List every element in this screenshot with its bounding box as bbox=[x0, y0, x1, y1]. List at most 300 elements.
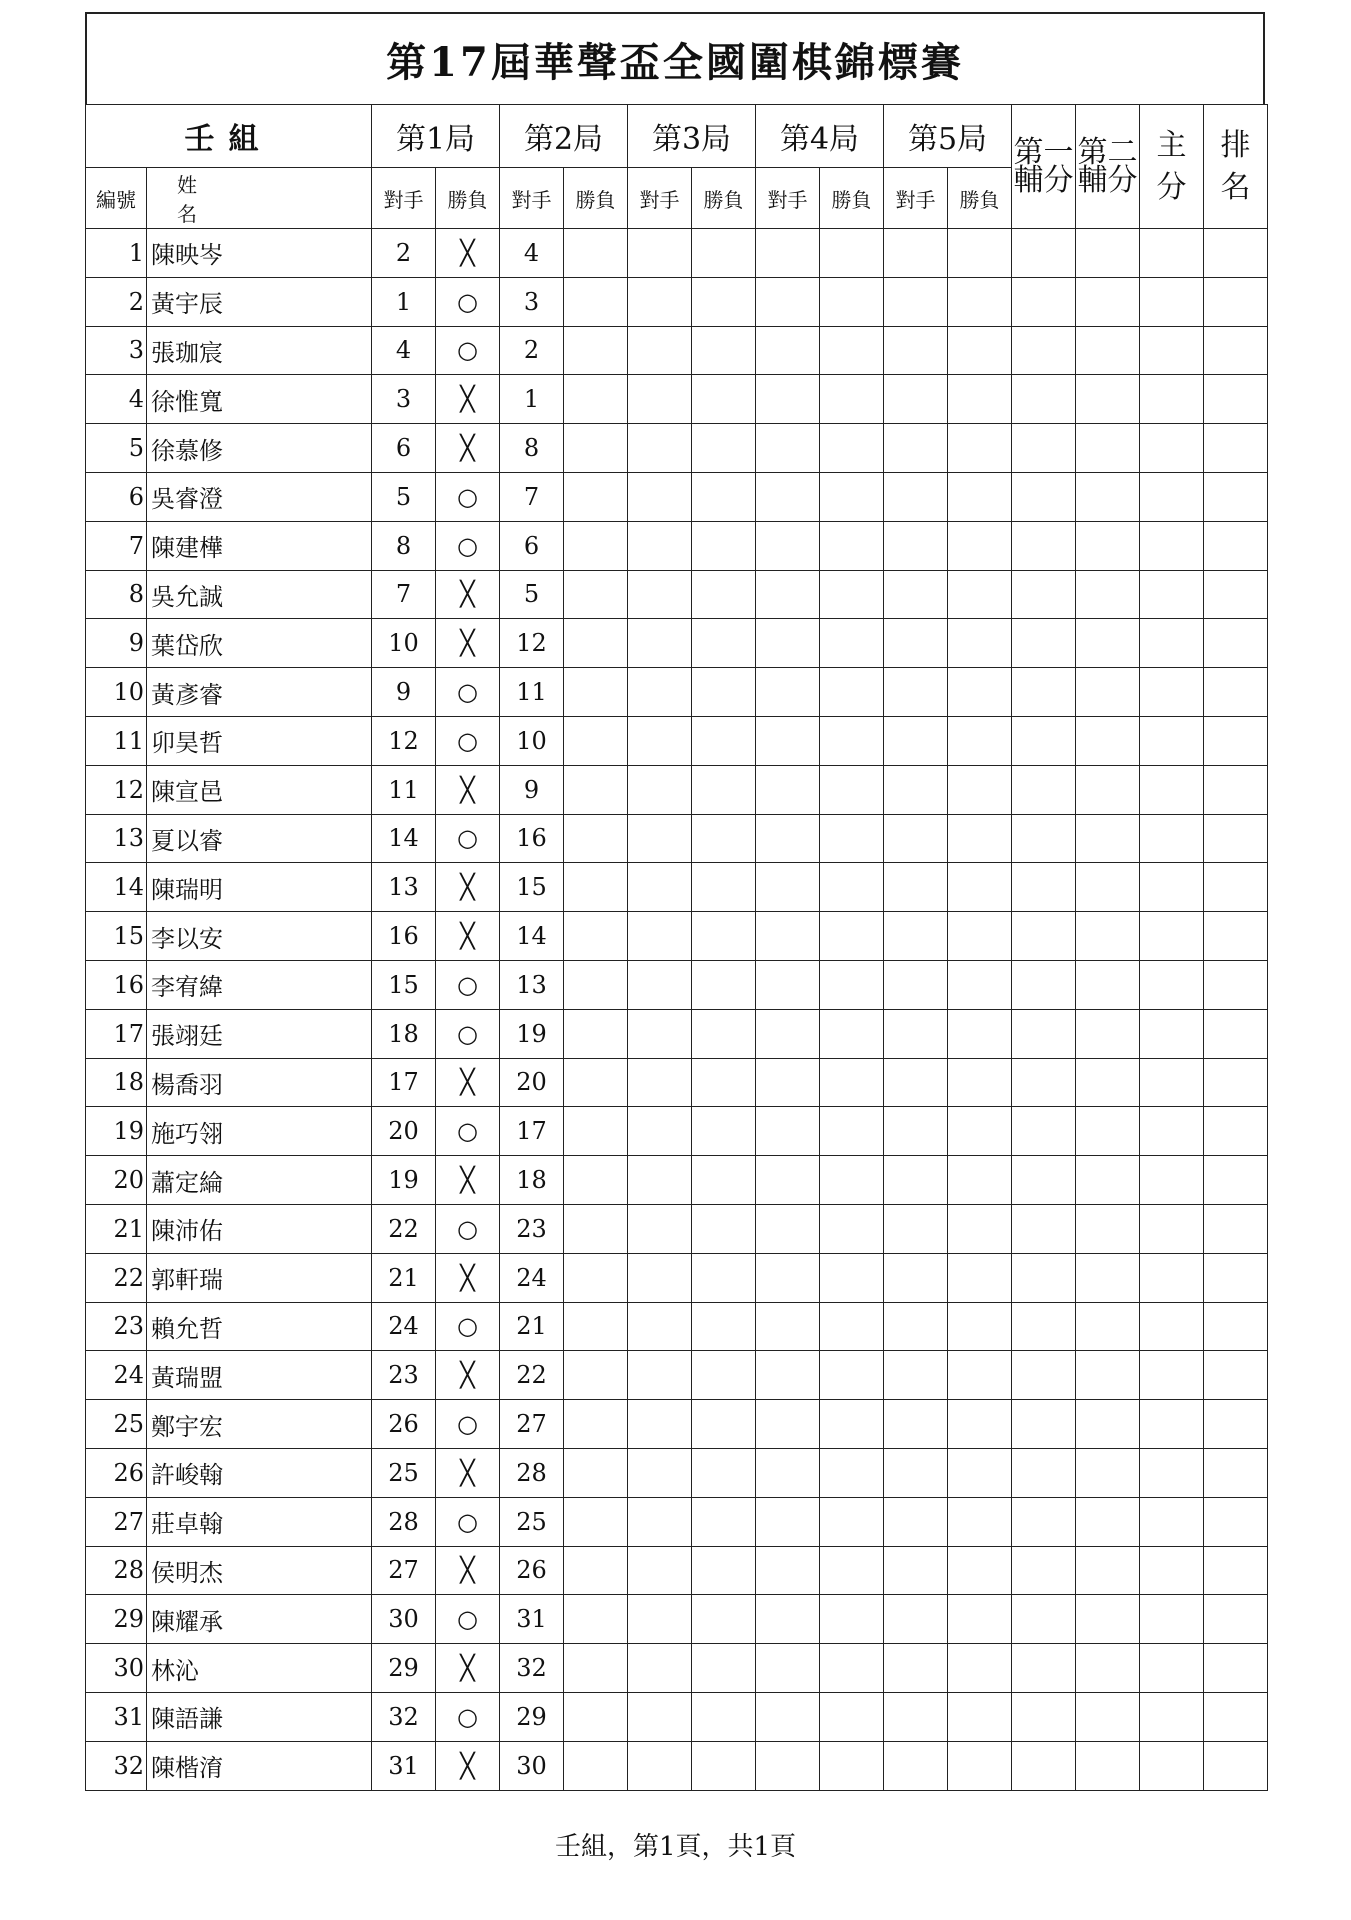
round-1-header: 第1局 bbox=[372, 105, 500, 168]
empty-cell bbox=[692, 1692, 756, 1741]
empty-cell bbox=[948, 521, 1012, 570]
empty-cell bbox=[948, 1302, 1012, 1351]
empty-cell bbox=[1204, 1009, 1268, 1058]
empty-cell bbox=[820, 1351, 884, 1400]
empty-cell bbox=[628, 1058, 692, 1107]
empty-cell bbox=[884, 1204, 948, 1253]
opponent-header: 對手 bbox=[628, 168, 692, 229]
table-row bbox=[86, 668, 1268, 717]
empty-cell bbox=[820, 814, 884, 863]
empty-cell bbox=[948, 1497, 1012, 1546]
empty-cell bbox=[1140, 960, 1204, 1009]
empty-cell bbox=[1204, 912, 1268, 961]
table-row bbox=[86, 1400, 1268, 1449]
player-number: 14 bbox=[86, 863, 147, 912]
table-row bbox=[86, 1058, 1268, 1107]
round-1-opponent: 27 bbox=[372, 1546, 436, 1595]
round-1-result: ╳ bbox=[436, 229, 500, 278]
empty-cell bbox=[820, 1448, 884, 1497]
empty-cell bbox=[1076, 1009, 1140, 1058]
empty-cell bbox=[948, 1692, 1012, 1741]
round-1-result: ╳ bbox=[436, 912, 500, 961]
empty-cell bbox=[1012, 521, 1076, 570]
empty-cell bbox=[1076, 1741, 1140, 1790]
empty-cell bbox=[1076, 277, 1140, 326]
empty-cell bbox=[1076, 1302, 1140, 1351]
round-2-opponent: 28 bbox=[500, 1448, 564, 1497]
round-1-result: ○ bbox=[436, 472, 500, 521]
round-1-result: ╳ bbox=[436, 1546, 500, 1595]
empty-cell bbox=[884, 912, 948, 961]
empty-cell bbox=[692, 765, 756, 814]
empty-cell bbox=[756, 619, 820, 668]
round-1-opponent: 10 bbox=[372, 619, 436, 668]
player-name: 徐慕修 bbox=[147, 424, 372, 473]
player-name: 許峻翰 bbox=[147, 1448, 372, 1497]
player-name: 陳映岑 bbox=[147, 229, 372, 278]
player-number: 6 bbox=[86, 472, 147, 521]
empty-cell bbox=[564, 668, 628, 717]
round-1-result: ╳ bbox=[436, 863, 500, 912]
empty-cell bbox=[628, 424, 692, 473]
empty-cell bbox=[756, 1400, 820, 1449]
empty-cell bbox=[1204, 1156, 1268, 1205]
round-1-result: ○ bbox=[436, 1497, 500, 1546]
empty-cell bbox=[1204, 814, 1268, 863]
empty-cell bbox=[756, 1692, 820, 1741]
empty-cell bbox=[820, 960, 884, 1009]
empty-cell bbox=[692, 1253, 756, 1302]
player-name: 陳語謙 bbox=[147, 1692, 372, 1741]
player-number: 28 bbox=[86, 1546, 147, 1595]
empty-cell bbox=[1012, 424, 1076, 473]
round-2-opponent: 3 bbox=[500, 277, 564, 326]
round-2-opponent: 13 bbox=[500, 960, 564, 1009]
empty-cell bbox=[1076, 326, 1140, 375]
empty-cell bbox=[884, 1156, 948, 1205]
round-4-header: 第4局 bbox=[756, 105, 884, 168]
round-1-result: ╳ bbox=[436, 1644, 500, 1693]
empty-cell bbox=[628, 1253, 692, 1302]
empty-cell bbox=[564, 814, 628, 863]
round-1-opponent: 17 bbox=[372, 1058, 436, 1107]
empty-cell bbox=[1204, 326, 1268, 375]
player-number: 20 bbox=[86, 1156, 147, 1205]
empty-cell bbox=[948, 814, 1012, 863]
empty-cell bbox=[756, 1644, 820, 1693]
empty-cell bbox=[628, 570, 692, 619]
empty-cell bbox=[1076, 1595, 1140, 1644]
empty-cell bbox=[1012, 765, 1076, 814]
round-1-opponent: 7 bbox=[372, 570, 436, 619]
empty-cell bbox=[628, 716, 692, 765]
empty-cell bbox=[1076, 960, 1140, 1009]
player-number: 11 bbox=[86, 716, 147, 765]
player-name: 陳耀承 bbox=[147, 1595, 372, 1644]
empty-cell bbox=[564, 326, 628, 375]
player-name: 莊卓翰 bbox=[147, 1497, 372, 1546]
table-row bbox=[86, 375, 1268, 424]
empty-cell bbox=[948, 570, 1012, 619]
table-row bbox=[86, 1253, 1268, 1302]
empty-cell bbox=[692, 1107, 756, 1156]
empty-cell bbox=[1204, 424, 1268, 473]
empty-cell bbox=[1076, 1204, 1140, 1253]
round-2-opponent: 21 bbox=[500, 1302, 564, 1351]
empty-cell bbox=[1204, 277, 1268, 326]
empty-cell bbox=[756, 1058, 820, 1107]
empty-cell bbox=[1204, 1448, 1268, 1497]
empty-cell bbox=[692, 424, 756, 473]
round-2-opponent: 15 bbox=[500, 863, 564, 912]
empty-cell bbox=[756, 1204, 820, 1253]
table-row bbox=[86, 1448, 1268, 1497]
player-name: 鄭宇宏 bbox=[147, 1400, 372, 1449]
player-number: 26 bbox=[86, 1448, 147, 1497]
empty-cell bbox=[564, 1546, 628, 1595]
empty-cell bbox=[1140, 229, 1204, 278]
empty-cell bbox=[884, 1351, 948, 1400]
empty-cell bbox=[756, 814, 820, 863]
empty-cell bbox=[1140, 765, 1204, 814]
player-name: 夏以睿 bbox=[147, 814, 372, 863]
empty-cell bbox=[564, 1448, 628, 1497]
empty-cell bbox=[628, 277, 692, 326]
empty-cell bbox=[1204, 1351, 1268, 1400]
empty-cell bbox=[1012, 1741, 1076, 1790]
player-number: 24 bbox=[86, 1351, 147, 1400]
empty-cell bbox=[564, 1156, 628, 1205]
empty-cell bbox=[756, 229, 820, 278]
empty-cell bbox=[756, 716, 820, 765]
round-2-opponent: 24 bbox=[500, 1253, 564, 1302]
empty-cell bbox=[820, 668, 884, 717]
empty-cell bbox=[948, 1253, 1012, 1302]
empty-cell bbox=[1076, 375, 1140, 424]
empty-cell bbox=[1012, 472, 1076, 521]
empty-cell bbox=[564, 960, 628, 1009]
table-row bbox=[86, 1107, 1268, 1156]
table-row bbox=[86, 424, 1268, 473]
empty-cell bbox=[564, 229, 628, 278]
table-row bbox=[86, 229, 1268, 278]
empty-cell bbox=[1076, 1156, 1140, 1205]
empty-cell bbox=[628, 1448, 692, 1497]
empty-cell bbox=[884, 1497, 948, 1546]
empty-cell bbox=[820, 424, 884, 473]
player-number: 12 bbox=[86, 765, 147, 814]
empty-cell bbox=[820, 1058, 884, 1107]
empty-cell bbox=[1140, 668, 1204, 717]
table-row bbox=[86, 1156, 1268, 1205]
empty-cell bbox=[564, 1302, 628, 1351]
player-name: 葉岱欣 bbox=[147, 619, 372, 668]
empty-cell bbox=[628, 1400, 692, 1449]
player-number: 19 bbox=[86, 1107, 147, 1156]
empty-cell bbox=[756, 1156, 820, 1205]
empty-cell bbox=[628, 1497, 692, 1546]
empty-cell bbox=[628, 1692, 692, 1741]
empty-cell bbox=[1076, 1497, 1140, 1546]
empty-cell bbox=[1076, 863, 1140, 912]
empty-cell bbox=[756, 1302, 820, 1351]
empty-cell bbox=[820, 765, 884, 814]
player-number: 22 bbox=[86, 1253, 147, 1302]
round-1-result: ○ bbox=[436, 1302, 500, 1351]
player-rows bbox=[86, 229, 1268, 1791]
empty-cell bbox=[1204, 668, 1268, 717]
empty-cell bbox=[1140, 1546, 1204, 1595]
player-number: 7 bbox=[86, 521, 147, 570]
empty-cell bbox=[756, 863, 820, 912]
round-2-opponent: 1 bbox=[500, 375, 564, 424]
round-1-result: ○ bbox=[436, 326, 500, 375]
empty-cell bbox=[1204, 1595, 1268, 1644]
player-number: 30 bbox=[86, 1644, 147, 1693]
empty-cell bbox=[1012, 1644, 1076, 1693]
empty-cell bbox=[1204, 570, 1268, 619]
empty-cell bbox=[884, 1546, 948, 1595]
main-score-header: 主 分 bbox=[1140, 105, 1204, 229]
table-row bbox=[86, 326, 1268, 375]
player-name: 郭軒瑞 bbox=[147, 1253, 372, 1302]
empty-cell bbox=[1012, 668, 1076, 717]
empty-cell bbox=[692, 472, 756, 521]
empty-cell bbox=[628, 1302, 692, 1351]
empty-cell bbox=[564, 912, 628, 961]
round-1-opponent: 13 bbox=[372, 863, 436, 912]
table-row bbox=[86, 277, 1268, 326]
empty-cell bbox=[756, 326, 820, 375]
round-1-result: ○ bbox=[436, 1595, 500, 1644]
empty-cell bbox=[884, 1595, 948, 1644]
empty-cell bbox=[628, 1644, 692, 1693]
empty-cell bbox=[1012, 375, 1076, 424]
round-1-result: ○ bbox=[436, 1692, 500, 1741]
empty-cell bbox=[948, 1351, 1012, 1400]
empty-cell bbox=[628, 229, 692, 278]
empty-cell bbox=[564, 1204, 628, 1253]
empty-cell bbox=[1140, 1692, 1204, 1741]
round-1-opponent: 16 bbox=[372, 912, 436, 961]
empty-cell bbox=[1204, 1644, 1268, 1693]
table-row bbox=[86, 1595, 1268, 1644]
empty-cell bbox=[820, 277, 884, 326]
empty-cell bbox=[564, 1741, 628, 1790]
opponent-header: 對手 bbox=[500, 168, 564, 229]
empty-cell bbox=[692, 326, 756, 375]
empty-cell bbox=[628, 814, 692, 863]
empty-cell bbox=[1076, 1351, 1140, 1400]
empty-cell bbox=[1204, 716, 1268, 765]
round-1-opponent: 14 bbox=[372, 814, 436, 863]
empty-cell bbox=[884, 863, 948, 912]
round-1-result: ╳ bbox=[436, 1253, 500, 1302]
empty-cell bbox=[1204, 1058, 1268, 1107]
empty-cell bbox=[564, 424, 628, 473]
empty-cell bbox=[884, 277, 948, 326]
empty-cell bbox=[884, 375, 948, 424]
round-2-opponent: 12 bbox=[500, 619, 564, 668]
round-2-opponent: 25 bbox=[500, 1497, 564, 1546]
round-1-result: ○ bbox=[436, 716, 500, 765]
player-name: 黃宇辰 bbox=[147, 277, 372, 326]
empty-cell bbox=[948, 472, 1012, 521]
tiebreak-2-header: 第二 輔分 bbox=[1076, 105, 1140, 229]
empty-cell bbox=[1076, 668, 1140, 717]
round-1-result: ○ bbox=[436, 1204, 500, 1253]
score-sheet bbox=[85, 12, 1265, 1791]
empty-cell bbox=[692, 1644, 756, 1693]
empty-cell bbox=[820, 1156, 884, 1205]
result-header: 勝負 bbox=[820, 168, 884, 229]
empty-cell bbox=[820, 716, 884, 765]
table-row bbox=[86, 570, 1268, 619]
empty-cell bbox=[1140, 326, 1204, 375]
player-number: 2 bbox=[86, 277, 147, 326]
empty-cell bbox=[948, 1156, 1012, 1205]
empty-cell bbox=[884, 765, 948, 814]
empty-cell bbox=[1012, 277, 1076, 326]
empty-cell bbox=[692, 1302, 756, 1351]
empty-cell bbox=[1012, 960, 1076, 1009]
empty-cell bbox=[1204, 229, 1268, 278]
empty-cell bbox=[1012, 1058, 1076, 1107]
table-row bbox=[86, 912, 1268, 961]
round-1-result: ╳ bbox=[436, 375, 500, 424]
empty-cell bbox=[1204, 1107, 1268, 1156]
empty-cell bbox=[628, 668, 692, 717]
empty-cell bbox=[1076, 229, 1140, 278]
round-1-opponent: 19 bbox=[372, 1156, 436, 1205]
empty-cell bbox=[948, 668, 1012, 717]
empty-cell bbox=[692, 619, 756, 668]
empty-cell bbox=[820, 863, 884, 912]
empty-cell bbox=[820, 1107, 884, 1156]
round-2-opponent: 17 bbox=[500, 1107, 564, 1156]
empty-cell bbox=[756, 1351, 820, 1400]
empty-cell bbox=[1140, 1595, 1204, 1644]
player-number: 15 bbox=[86, 912, 147, 961]
empty-cell bbox=[884, 960, 948, 1009]
empty-cell bbox=[1140, 472, 1204, 521]
empty-cell bbox=[1204, 863, 1268, 912]
tiebreak-1-header: 第一 輔分 bbox=[1012, 105, 1076, 229]
empty-cell bbox=[820, 521, 884, 570]
round-1-opponent: 20 bbox=[372, 1107, 436, 1156]
round-5-header: 第5局 bbox=[884, 105, 1012, 168]
empty-cell bbox=[692, 960, 756, 1009]
player-number: 25 bbox=[86, 1400, 147, 1449]
player-number: 8 bbox=[86, 570, 147, 619]
empty-cell bbox=[1204, 765, 1268, 814]
round-1-opponent: 12 bbox=[372, 716, 436, 765]
empty-cell bbox=[820, 1546, 884, 1595]
empty-cell bbox=[692, 521, 756, 570]
empty-cell bbox=[820, 1400, 884, 1449]
round-1-opponent: 21 bbox=[372, 1253, 436, 1302]
empty-cell bbox=[884, 229, 948, 278]
empty-cell bbox=[1012, 912, 1076, 961]
round-1-opponent: 2 bbox=[372, 229, 436, 278]
player-number: 13 bbox=[86, 814, 147, 863]
name-header: 姓 名 bbox=[147, 168, 372, 229]
empty-cell bbox=[1012, 1351, 1076, 1400]
empty-cell bbox=[756, 1741, 820, 1790]
empty-cell bbox=[884, 1107, 948, 1156]
empty-cell bbox=[692, 814, 756, 863]
empty-cell bbox=[1076, 814, 1140, 863]
table-row bbox=[86, 1302, 1268, 1351]
table-row bbox=[86, 1497, 1268, 1546]
empty-cell bbox=[1140, 1351, 1204, 1400]
empty-cell bbox=[1076, 912, 1140, 961]
empty-cell bbox=[564, 1692, 628, 1741]
round-1-result: ╳ bbox=[436, 424, 500, 473]
empty-cell bbox=[1140, 570, 1204, 619]
empty-cell bbox=[1012, 814, 1076, 863]
empty-cell bbox=[884, 619, 948, 668]
empty-cell bbox=[1076, 424, 1140, 473]
round-2-opponent: 7 bbox=[500, 472, 564, 521]
table-row bbox=[86, 1351, 1268, 1400]
round-1-result: ○ bbox=[436, 814, 500, 863]
empty-cell bbox=[884, 1741, 948, 1790]
player-number: 16 bbox=[86, 960, 147, 1009]
round-2-opponent: 29 bbox=[500, 1692, 564, 1741]
empty-cell bbox=[1012, 863, 1076, 912]
round-2-header: 第2局 bbox=[500, 105, 628, 168]
empty-cell bbox=[1140, 863, 1204, 912]
table-row bbox=[86, 1692, 1268, 1741]
player-name: 吳睿澄 bbox=[147, 472, 372, 521]
player-name: 陳宣邑 bbox=[147, 765, 372, 814]
result-header: 勝負 bbox=[436, 168, 500, 229]
player-name: 楊喬羽 bbox=[147, 1058, 372, 1107]
empty-cell bbox=[1076, 1107, 1140, 1156]
round-1-result: ╳ bbox=[436, 1741, 500, 1790]
empty-cell bbox=[628, 765, 692, 814]
round-1-result: ○ bbox=[436, 960, 500, 1009]
empty-cell bbox=[884, 326, 948, 375]
empty-cell bbox=[948, 863, 1012, 912]
result-header: 勝負 bbox=[948, 168, 1012, 229]
empty-cell bbox=[564, 1107, 628, 1156]
empty-cell bbox=[1076, 1253, 1140, 1302]
round-1-opponent: 26 bbox=[372, 1400, 436, 1449]
empty-cell bbox=[692, 1400, 756, 1449]
empty-cell bbox=[756, 1253, 820, 1302]
empty-cell bbox=[628, 863, 692, 912]
empty-cell bbox=[564, 716, 628, 765]
player-name: 卯昊哲 bbox=[147, 716, 372, 765]
empty-cell bbox=[884, 1644, 948, 1693]
player-name: 李宥緯 bbox=[147, 960, 372, 1009]
empty-cell bbox=[1204, 1253, 1268, 1302]
round-1-result: ○ bbox=[436, 521, 500, 570]
empty-cell bbox=[1140, 1497, 1204, 1546]
empty-cell bbox=[1076, 1546, 1140, 1595]
player-number: 10 bbox=[86, 668, 147, 717]
empty-cell bbox=[820, 1253, 884, 1302]
empty-cell bbox=[1204, 1302, 1268, 1351]
empty-cell bbox=[756, 912, 820, 961]
empty-cell bbox=[1204, 1692, 1268, 1741]
empty-cell bbox=[1140, 1253, 1204, 1302]
empty-cell bbox=[692, 277, 756, 326]
empty-cell bbox=[820, 1009, 884, 1058]
empty-cell bbox=[564, 1351, 628, 1400]
